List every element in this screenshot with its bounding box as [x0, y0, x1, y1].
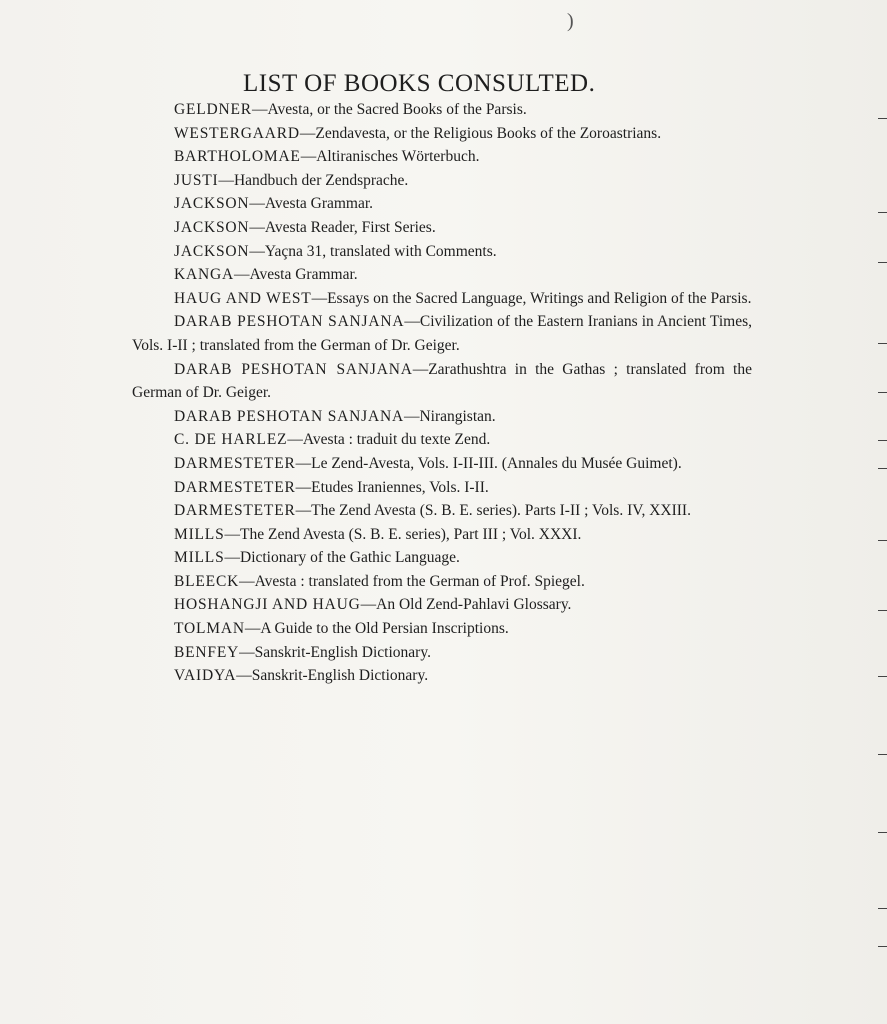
entry-author: BARTHOLOMAE [174, 148, 301, 166]
entry-author: DARMESTETER [174, 478, 296, 496]
bibliography-entry [132, 263, 752, 287]
entry-author: KANGA [174, 266, 234, 284]
entry-author: JACKSON [174, 195, 250, 213]
entry-title: —Nirangistan. [403, 407, 496, 425]
entry-title: —Dictionary of the Gathic Language. [224, 549, 460, 567]
entry-title: —The Zend Avesta (S. B. E. series), Part III ; Vol. XXXI. [224, 525, 582, 543]
bibliography-entry [132, 98, 752, 122]
bibliography-entry [132, 310, 752, 357]
entry-title: —Handbuch der Zendsprache. [218, 171, 409, 189]
bibliography-entry [132, 641, 752, 665]
entry-title: —Sanskrit-English Dictionary. [239, 643, 431, 661]
entry-author: MILLS [174, 525, 225, 543]
entry-title: —Etudes Iraniennes, Vols. I-II. [295, 478, 489, 496]
entry-author: DARMESTETER [174, 502, 296, 520]
entry-title: —Civilization of the Eastern Iranians in Ancient Times, Vols. I-II ; translated from the German of Dr. Geiger. [132, 313, 752, 354]
entry-title: —Le Zend-Avesta, Vols. I-II-III. (Annales du Musée Guimet). [295, 454, 682, 472]
bibliography-entry [132, 240, 752, 264]
entry-title: —Sanskrit-English Dictionary. [236, 667, 429, 685]
bibliography-list [132, 98, 752, 688]
bibliography-entry [132, 192, 752, 216]
bibliography-entry [132, 593, 752, 617]
entry-author: BLEECK [174, 572, 240, 590]
entry-title: —An Old Zend-Pahlavi Glossary. [360, 596, 572, 614]
entry-title: —Avesta, or the Sacred Books of the Parsis. [251, 101, 527, 118]
entry-title: —Avesta Grammar. [233, 266, 358, 284]
bibliography-entry [132, 476, 752, 500]
entry-author: BENFEY [174, 643, 240, 661]
entry-author: DARAB PESHOTAN SANJANA [174, 360, 413, 378]
bibliography-entry [132, 452, 752, 476]
margin-tick-marks [875, 0, 887, 1024]
entry-title: —Avesta : translated from the German of Prof. Spiegel. [239, 572, 585, 590]
bibliography-entry [132, 145, 752, 169]
bibliography-entry [132, 428, 752, 452]
bibliography-entry [132, 523, 752, 547]
entry-author: DARAB PESHOTAN SANJANA [174, 407, 404, 425]
bibliography-entry [132, 122, 752, 146]
stray-bracket-mark: ) [567, 10, 574, 32]
entry-title: —Zarathushtra in the Gathas ; translated from the German of Dr. Geiger. [132, 360, 752, 402]
bibliography-entry [132, 287, 752, 311]
entry-author: JACKSON [174, 242, 250, 260]
bibliography-entry [132, 617, 752, 641]
bibliography-entry [132, 216, 752, 240]
entry-author: VAIDYA [174, 667, 237, 685]
entry-author: HOSHANGJI AND HAUG [174, 596, 361, 614]
entry-title: —Altiranisches Wörterbuch. [300, 148, 480, 166]
entry-author: JACKSON [174, 218, 250, 236]
entry-title: —A Guide to the Old Persian Inscriptions. [244, 620, 509, 638]
bibliography-entry [132, 169, 752, 193]
bibliography-entry [132, 499, 752, 523]
entry-title: —Zendavesta, or the Religious Books of the Zoroastrians. [299, 124, 662, 142]
bibliography-entry [132, 546, 752, 570]
entry-author: JUSTI [174, 171, 219, 189]
bibliography-entry [132, 570, 752, 594]
entry-author: DARMESTETER [174, 454, 296, 472]
entry-author: MILLS [174, 549, 225, 567]
entry-title: —Essays on the Sacred Language, Writings and Religion of the Parsis. [311, 289, 752, 307]
entry-author: WESTERGAARD [174, 124, 300, 142]
entry-title: —The Zend Avesta (S. B. E. series). Parts I-II ; Vols. IV, XXIII. [295, 502, 691, 520]
entry-author: C. DE HARLEZ [174, 431, 288, 449]
page-title: LIST OF BOOKS CONSULTED. [243, 69, 596, 97]
bibliography-entry [132, 405, 752, 429]
entry-author: DARAB PESHOTAN SANJANA [174, 313, 405, 331]
entry-title: —Avesta : traduit du texte Zend. [287, 431, 491, 449]
entry-author: HAUG AND WEST [174, 289, 312, 307]
entry-author: TOLMAN [174, 620, 245, 638]
entry-title: —Yaçna 31, translated with Comments. [249, 242, 497, 260]
bibliography-entry [132, 664, 752, 688]
entry-title: —Avesta Grammar. [249, 195, 374, 213]
entry-author: GELDNER [174, 101, 252, 118]
entry-title: —Avesta Reader, First Series. [249, 218, 436, 236]
bibliography-entry [132, 358, 752, 405]
